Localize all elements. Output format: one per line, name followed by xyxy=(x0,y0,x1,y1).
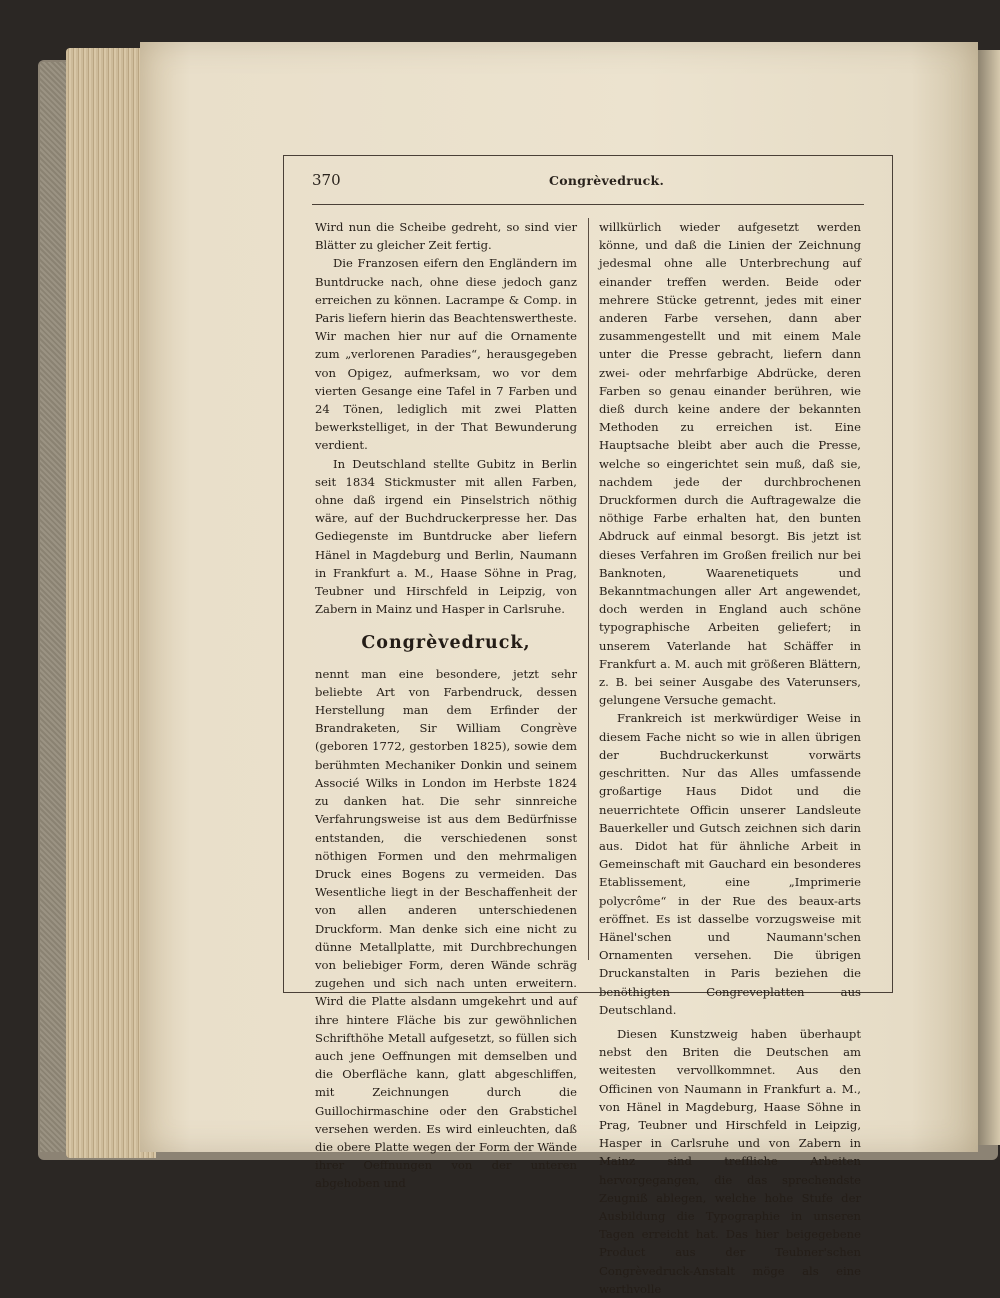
header-rule xyxy=(312,204,864,205)
paragraph: nennt man eine besondere, jetzt sehr beliebte Art von Farbendruck, dessen Herstellung man dem Erfinder der Brandraketen, Sir William Congrève (geboren 1772, gestorben 1825), sowie dem berühmten Mechaniker Donkin und seinem Associé Wilks in London im Herbste 1824 zu danken hat. Die sehr sinnreiche Verfahrungsweise ist aus dem Bedürfnisse entstanden, die verschiedenen sonst nöthigen Formen und den mehrmaligen Druck eines Bogens zu vermeiden. Das Wesentliche liegt in der Beschaffenheit der von allen anderen unterschiedenen Druckform. Man denke sich eine nicht zu dünne Metallplatte, mit Durchbrechungen von beliebiger Form, deren Wände schräg zugehen und sich nach unten erweitern. Wird die Platte alsdann umgekehrt und auf ihre hintere Fläche bis zur gewöhnlichen Schrifthöhe Metall aufgesetzt, so füllen sich auch jene Oeffnungen mit demselben und die Oberfläche kann, glatt abgeschliffen, mit Zeichnungen durch die Guillochirmaschine oder den Grabstichel versehen werden. Es wird einleuchten, daß die obere Platte wegen der Form der Wände ihrer Oeffnungen von der unteren abgehoben und xyxy=(315,666,577,1191)
text-frame xyxy=(283,155,893,1296)
paragraph: Diesen Kunstzweig haben überhaupt nebst den Briten die Deutschen am weitesten vervollkommnet. Aus den Officinen von Naumann in Frankfurt a. M., von Hänel in Magdeburg, Haase Söhne in Prag, Teubner und Hirschfeld in Leipzig, Hasper in Carlsruhe und von Zabern in Mainz sind treffliche Arbeiten hervorgegangen, die das sprechendste Zeugniß ablegen, welche hohe Stufe der Ausbildung die Typographie in unseren Tagen erreicht hat. Das hier beigegebene Product aus der Teubner'schen Congrèvedruck-Anstalt möge als eine werthvolle xyxy=(599,1026,861,1296)
paragraph: Die Franzosen eifern den Engländern im Buntdrucke nach, ohne diese jedoch ganz erreichen zu können. Lacrampe & Comp. in Paris liefern hierin das Beachtenswertheste. Wir machen hier nur auf die Ornamente zum „verlorenen Paradies“, herausgegeben von Opigez, aufmerksam, wo vor dem vierten Gesange eine Tafel in 7 Farben und 24 Tönen, lediglich mit zwei Platten bewerkstelliget, in der That Bewunderung verdient. xyxy=(315,256,577,453)
paragraph: Wird nun die Scheibe gedreht, so sind vier Blätter zu gleicher Zeit fertig. xyxy=(315,220,577,253)
column-divider xyxy=(588,218,589,960)
right-column xyxy=(599,218,861,1298)
paragraph: willkürlich wieder aufgesetzt werden könne, und daß die Linien der Zeichnung jedesmal ohne alle Unterbrechung auf einander treffen werden. Beide oder mehrere Stücke getrennt, jedes mit einer anderen Farbe versehen, dann aber zusammengestellt und mit einem Male unter die Presse gebracht, liefern dann zwei- oder mehrfarbige Abdrücke, deren Farben so genau einander berühren, wie dieß durch keine andere der bekannten Methoden zu erreichen ist. Eine Hauptsache bleibt aber auch die Presse, welche so eingerichtet sein muß, daß sie, nachdem jede der durchbrochenen Druckformen durch die Auftragewalze die nöthige Farbe erhalten hat, den bunten Abdruck auf einmal besorgt. Bis jetzt ist dieses Verfahren im Großen freilich nur bei Banknoten, Waarenetiquets und Bekanntmachungen aller Art angewendet, doch werden in England auch schöne typographische Arbeiten geliefert; in unserem Vaterlande hat Schäffer in Frankfurt a. M. auch mit größeren Blättern, z. B. bei seiner Ausgabe des Vaterunsers, gelungene Versuche gemacht. xyxy=(599,220,861,708)
left-column xyxy=(315,218,577,1193)
page-number: 370 xyxy=(312,171,341,189)
running-head: Congrèvedruck. xyxy=(549,173,665,188)
page-header xyxy=(284,156,892,204)
paragraph: In Deutschland stellte Gubitz in Berlin seit 1834 Stickmuster mit allen Farben, ohne daß irgend ein Pinselstrich nöthig wäre, auf der Buchdruckerpresse her. Das Gediegenste im Buntdrucke aber liefern Hänel in Magdeburg und Berlin, Naumann in Frankfurt a. M., Haase Söhne in Prag, Teubner und Hirschfeld in Leipzig, von Zabern in Mainz und Hasper in Carlsruhe. xyxy=(315,456,577,617)
facing-page-edge xyxy=(978,50,1000,1145)
section-title: Congrèvedruck, xyxy=(361,633,531,654)
paragraph: Frankreich ist merkwürdiger Weise in diesem Fache nicht so wie in allen übrigen der Buchdruckerkunst vorwärts geschritten. Nur das Alles umfassende großartige Haus Didot und die neuerrichtete Officin unserer Landsleute Bauerkeller und Gutsch zeichnen sich darin aus. Didot hat für ähnliche Arbeit in Gemeinschaft mit Gauchard ein besonderes Etablissement, eine „Imprimerie polycrôme“ in der Rue des beaux-arts eröffnet. Es ist dasselbe vorzugsweise mit Hänel'schen und Naumann'schen Ornamenten versehen. Die übrigen Druckanstalten in Paris beziehen die benöthigten Congreveplatten aus Deutschland. xyxy=(599,711,861,1017)
